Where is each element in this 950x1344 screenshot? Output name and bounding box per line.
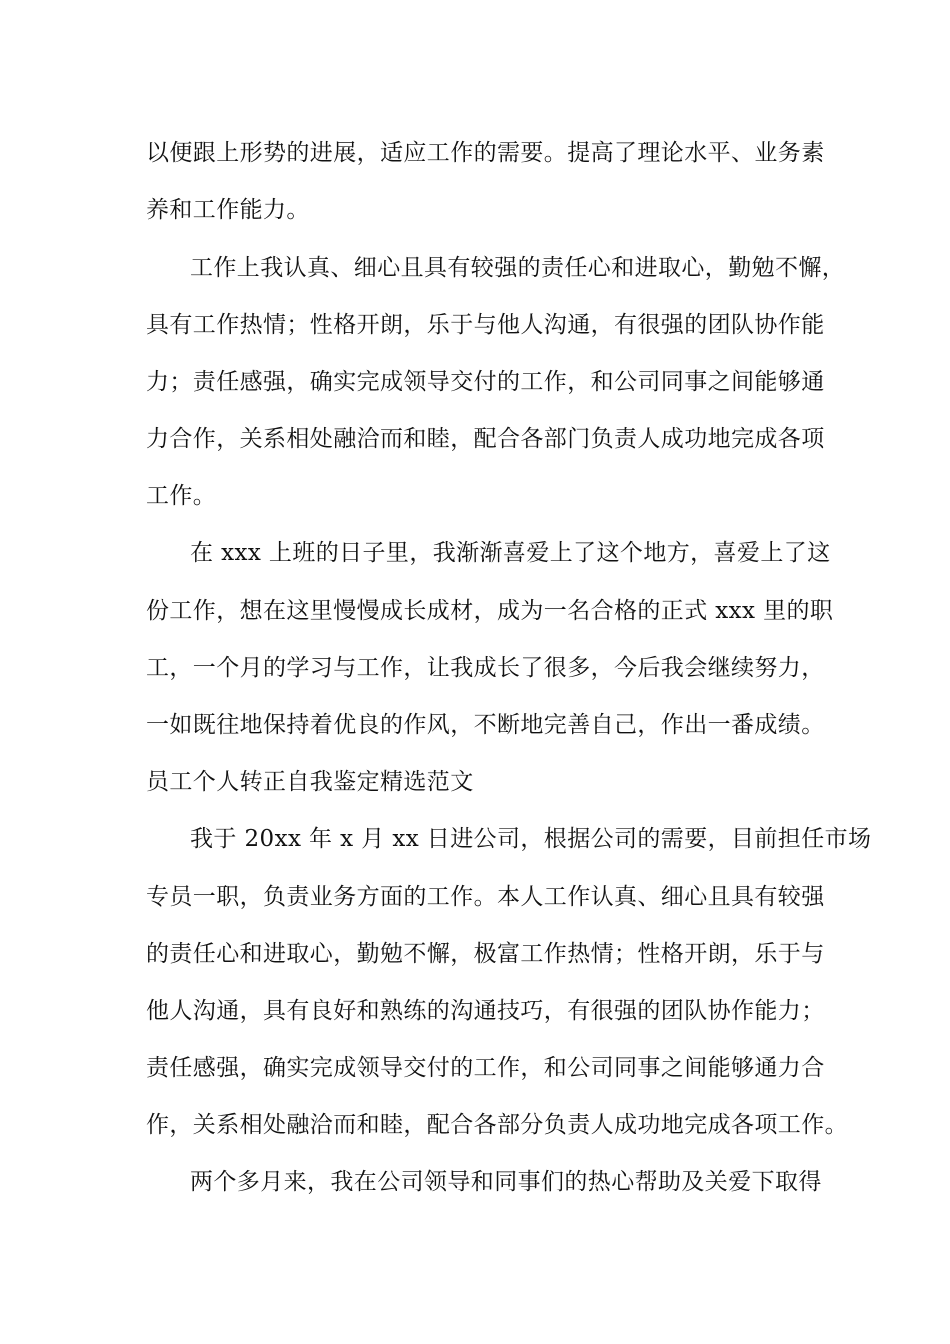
text-line: 养和工作能力。 xyxy=(146,197,310,223)
text-line: 责任感强，确实完成领导交付的工作，和公司同事之间能够通力合 xyxy=(146,1055,825,1081)
text-line: 专员一职，负责业务方面的工作。本人工作认真、细心且具有较强 xyxy=(146,884,825,910)
text-line: 力；责任感强，确实完成领导交付的工作，和公司同事之间能够通 xyxy=(146,369,825,395)
text-line: 他人沟通，具有良好和熟练的沟通技巧，有很强的团队协作能力； xyxy=(146,998,825,1024)
text-line: 的责任心和进取心，勤勉不懈，极富工作热情；性格开朗，乐于与 xyxy=(146,941,825,967)
text-line: 具有工作热情；性格开朗，乐于与他人沟通，有很强的团队协作能 xyxy=(146,312,825,338)
text-line: 份工作，想在这里慢慢成长成材，成为一名合格的正式 xxx 里的职 xyxy=(146,598,834,624)
text-line: 力合作，关系相处融洽而和睦，配合各部门负责人成功地完成各项 xyxy=(146,426,825,452)
paragraph-first-line: 工作上我认真、细心且具有较强的责任心和进取心，勤勉不懈， xyxy=(190,255,846,281)
text-line: 以便跟上形势的进展，适应工作的需要。提高了理论水平、业务素 xyxy=(146,140,825,166)
paragraph-first-line: 在 xxx 上班的日子里，我渐渐喜爱上了这个地方，喜爱上了这 xyxy=(190,540,831,566)
text-line: 作，关系相处融洽而和睦，配合各部分负责人成功地完成各项工作。 xyxy=(146,1112,848,1138)
text-line: 一如既往地保持着优良的作风，不断地完善自己，作出一番成绩。 xyxy=(146,712,825,738)
paragraph-first-line: 我于 20xx 年 x 月 xx 日进公司，根据公司的需要，目前担任市场 xyxy=(190,826,872,852)
text-line: 工作。 xyxy=(146,483,217,509)
paragraph-first-line: 两个多月来，我在公司领导和同事们的热心帮助及关爱下取得 xyxy=(190,1169,822,1195)
text-line: 工，一个月的学习与工作，让我成长了很多，今后我会继续努力， xyxy=(146,655,825,681)
section-heading: 员工个人转正自我鉴定精选范文 xyxy=(146,769,474,795)
